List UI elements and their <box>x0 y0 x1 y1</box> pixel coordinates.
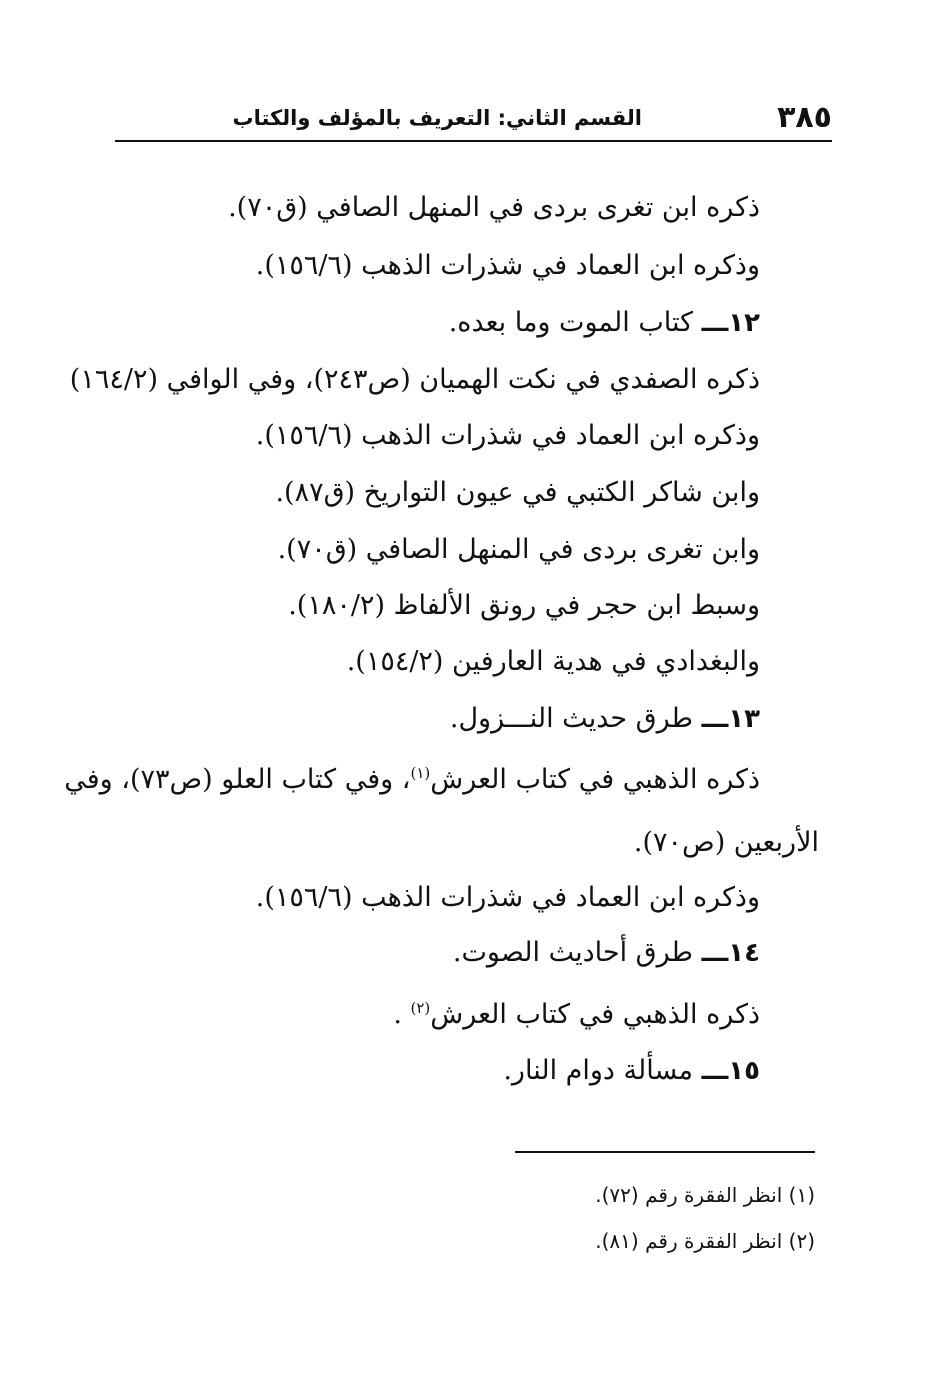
text-line: وذكره ابن العماد في شذرات الذهب (١٥٦/٦). <box>255 882 760 913</box>
running-title: القسم الثاني: التعريف بالمؤلف والكتاب <box>232 106 642 130</box>
text-segment: . <box>393 999 411 1030</box>
text-segment: ذكره الذهبي في كتاب العرش <box>430 764 760 795</box>
item-number: ١٥ـــ <box>701 1056 760 1086</box>
footnote-ref: (١) <box>410 764 431 782</box>
page-number: ٣٨٥ <box>777 100 832 135</box>
text-line <box>393 995 760 1035</box>
item-heading-15 <box>503 1051 760 1091</box>
item-number: ١٣ـــ <box>701 704 760 734</box>
text-line: ذكره ابن تغرى بردى في المنهل الصافي (ق٧٠). <box>228 192 760 223</box>
footnote-ref: (٢) <box>410 999 431 1017</box>
footnote: (٢) انظر الفقرة رقم (٨١). <box>595 1229 815 1253</box>
item-number: ١٤ـــ <box>701 938 760 968</box>
text-line: ذكره الصفدي في نكت الهميان (ص٢٤٣)، وفي الوافي (١٦٤/٢) <box>69 364 760 395</box>
footnote-divider <box>515 1151 815 1153</box>
item-heading-13 <box>450 699 760 739</box>
item-title: مسألة دوام النار. <box>503 1055 702 1086</box>
header-divider <box>115 140 832 142</box>
item-title: طرق حديث النـــزول. <box>449 703 702 734</box>
text-line: الأربعين (ص٧٠). <box>633 827 819 858</box>
text-line: والبغدادي في هدية العارفين (١٥٤/٢). <box>346 646 760 677</box>
item-heading-14 <box>453 933 760 973</box>
text-line: وذكره ابن العماد في شذرات الذهب (١٥٦/٦). <box>255 250 760 281</box>
item-number: ١٢ـــ <box>701 308 760 338</box>
footnote: (١) انظر الفقرة رقم (٧٢). <box>595 1183 815 1207</box>
text-line: وسبط ابن حجر في رونق الألفاظ (١٨٠/٢). <box>288 590 760 621</box>
text-line: وابن تغرى بردى في المنهل الصافي (ق٧٠). <box>277 534 760 565</box>
text-line <box>64 760 760 800</box>
text-line: وابن شاكر الكتبي في عيون التواريخ (ق٨٧). <box>275 477 760 508</box>
text-segment: ، وفي كتاب العلو (ص٧٣)، وفي <box>64 764 411 795</box>
item-title: كتاب الموت وما بعده. <box>448 307 702 338</box>
item-heading-12 <box>449 303 760 343</box>
text-line: وذكره ابن العماد في شذرات الذهب (١٥٦/٦). <box>255 420 760 451</box>
item-title: طرق أحاديث الصوت. <box>452 937 702 968</box>
text-segment: ذكره الذهبي في كتاب العرش <box>430 999 760 1030</box>
page-header <box>115 98 832 138</box>
